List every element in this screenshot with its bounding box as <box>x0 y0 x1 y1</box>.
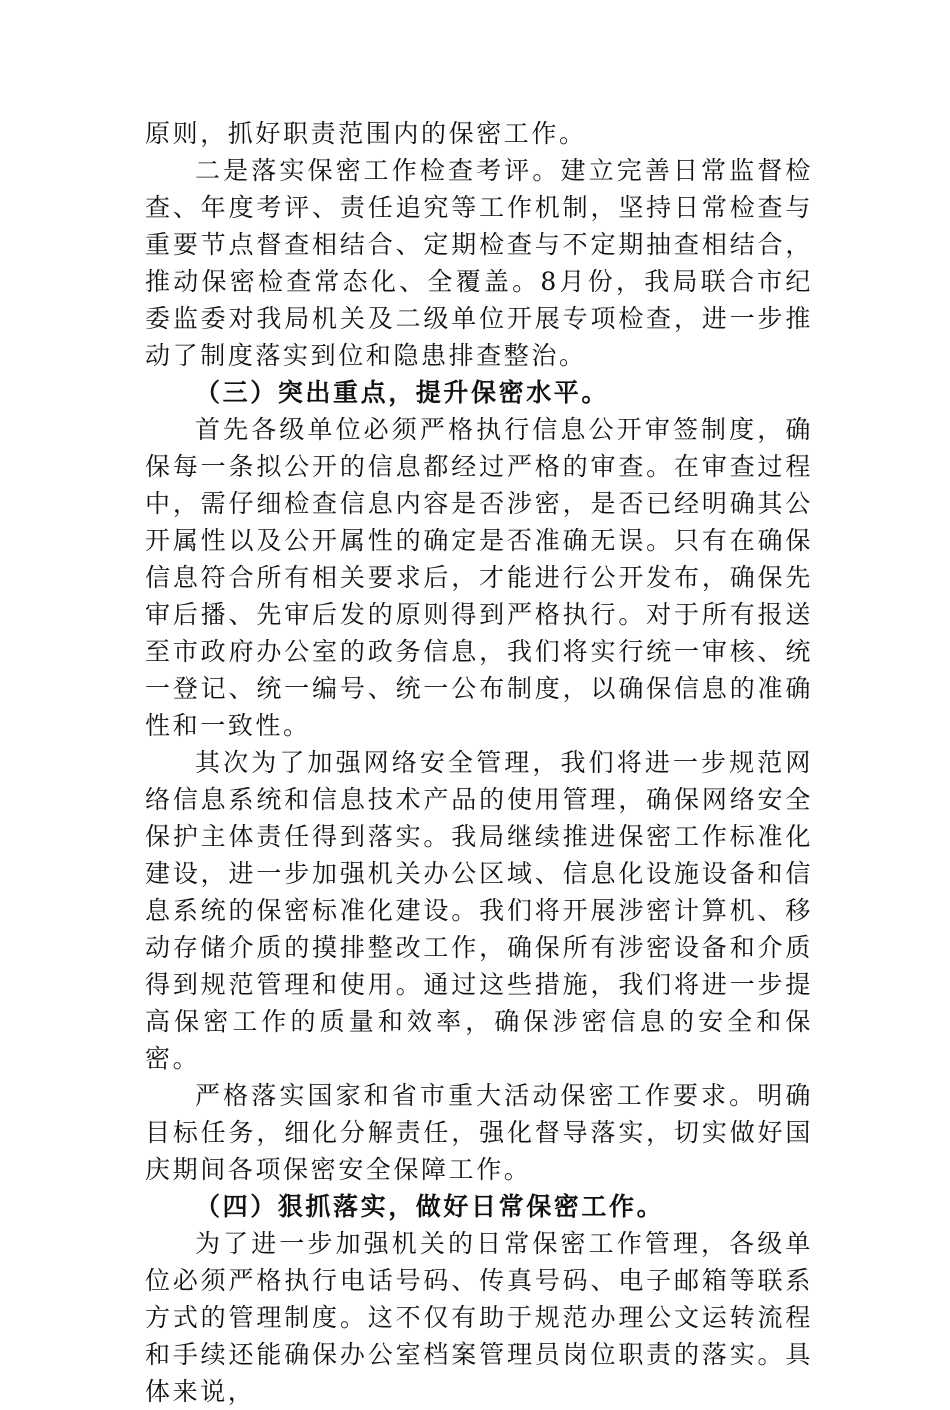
paragraph-continuation: 原则，抓好职责范围内的保密工作。 <box>145 119 587 148</box>
paragraph-daily-management: 为了进一步加强机关的日常保密工作管理，各级单位必须严格执行电话号码、传真号码、电子邮箱等联系方式的管理制度。这不仅有助于规范办理公文运转流程和手续还能确保办公室档案管理员岗位职责的落实。具体来说， <box>145 1229 813 1406</box>
paragraph-inspection: 二是落实保密工作检查考评。建立完善日常监督检查、年度考评、责任追究等工作机制，坚持日常检查与重要节点督查相结合、定期检查与不定期抽查相结合，推动保密检查常态化、全覆盖。8月份，我局联合市纪委监委对我局机关及二级单位开展专项检查，进一步推动了制度落实到位和隐患排查整治。 <box>145 156 813 370</box>
section-heading-4: （四）狠抓落实，做好日常保密工作。 <box>195 1192 665 1221</box>
section-heading-3: （三）突出重点，提升保密水平。 <box>195 378 610 407</box>
paragraph-major-events: 严格落实国家和省市重大活动保密工作要求。明确目标任务，细化分解责任，强化督导落实，切实做好国庆期间各项保密安全保障工作。 <box>145 1081 813 1184</box>
paragraph-info-disclosure: 首先各级单位必须严格执行信息公开审签制度，确保每一条拟公开的信息都经过严格的审查。在审查过程中，需仔细检查信息内容是否涉密，是否已经明确其公开属性以及公开属性的确定是否准确无误。只有在确保信息符合所有相关要求后，才能进行公开发布，确保先审后播、先审后发的原则得到严格执行。对于所有报送至市政府办公室的政务信息，我们将实行统一审核、统一登记、统一编号、统一公布制度，以确保信息的准确性和一致性。 <box>145 415 813 740</box>
document-body <box>145 115 813 1410</box>
paragraph-network-security: 其次为了加强网络安全管理，我们将进一步规范网络信息系统和信息技术产品的使用管理，确保网络安全保护主体责任得到落实。我局继续推进保密工作标准化建设，进一步加强机关办公区域、信息化设施设备和信息系统的保密标准化建设。我们将开展涉密计算机、移动存储介质的摸排整改工作，确保所有涉密设备和介质得到规范管理和使用。通过这些措施，我们将进一步提高保密工作的质量和效率，确保涉密信息的安全和保密。 <box>145 748 813 1073</box>
